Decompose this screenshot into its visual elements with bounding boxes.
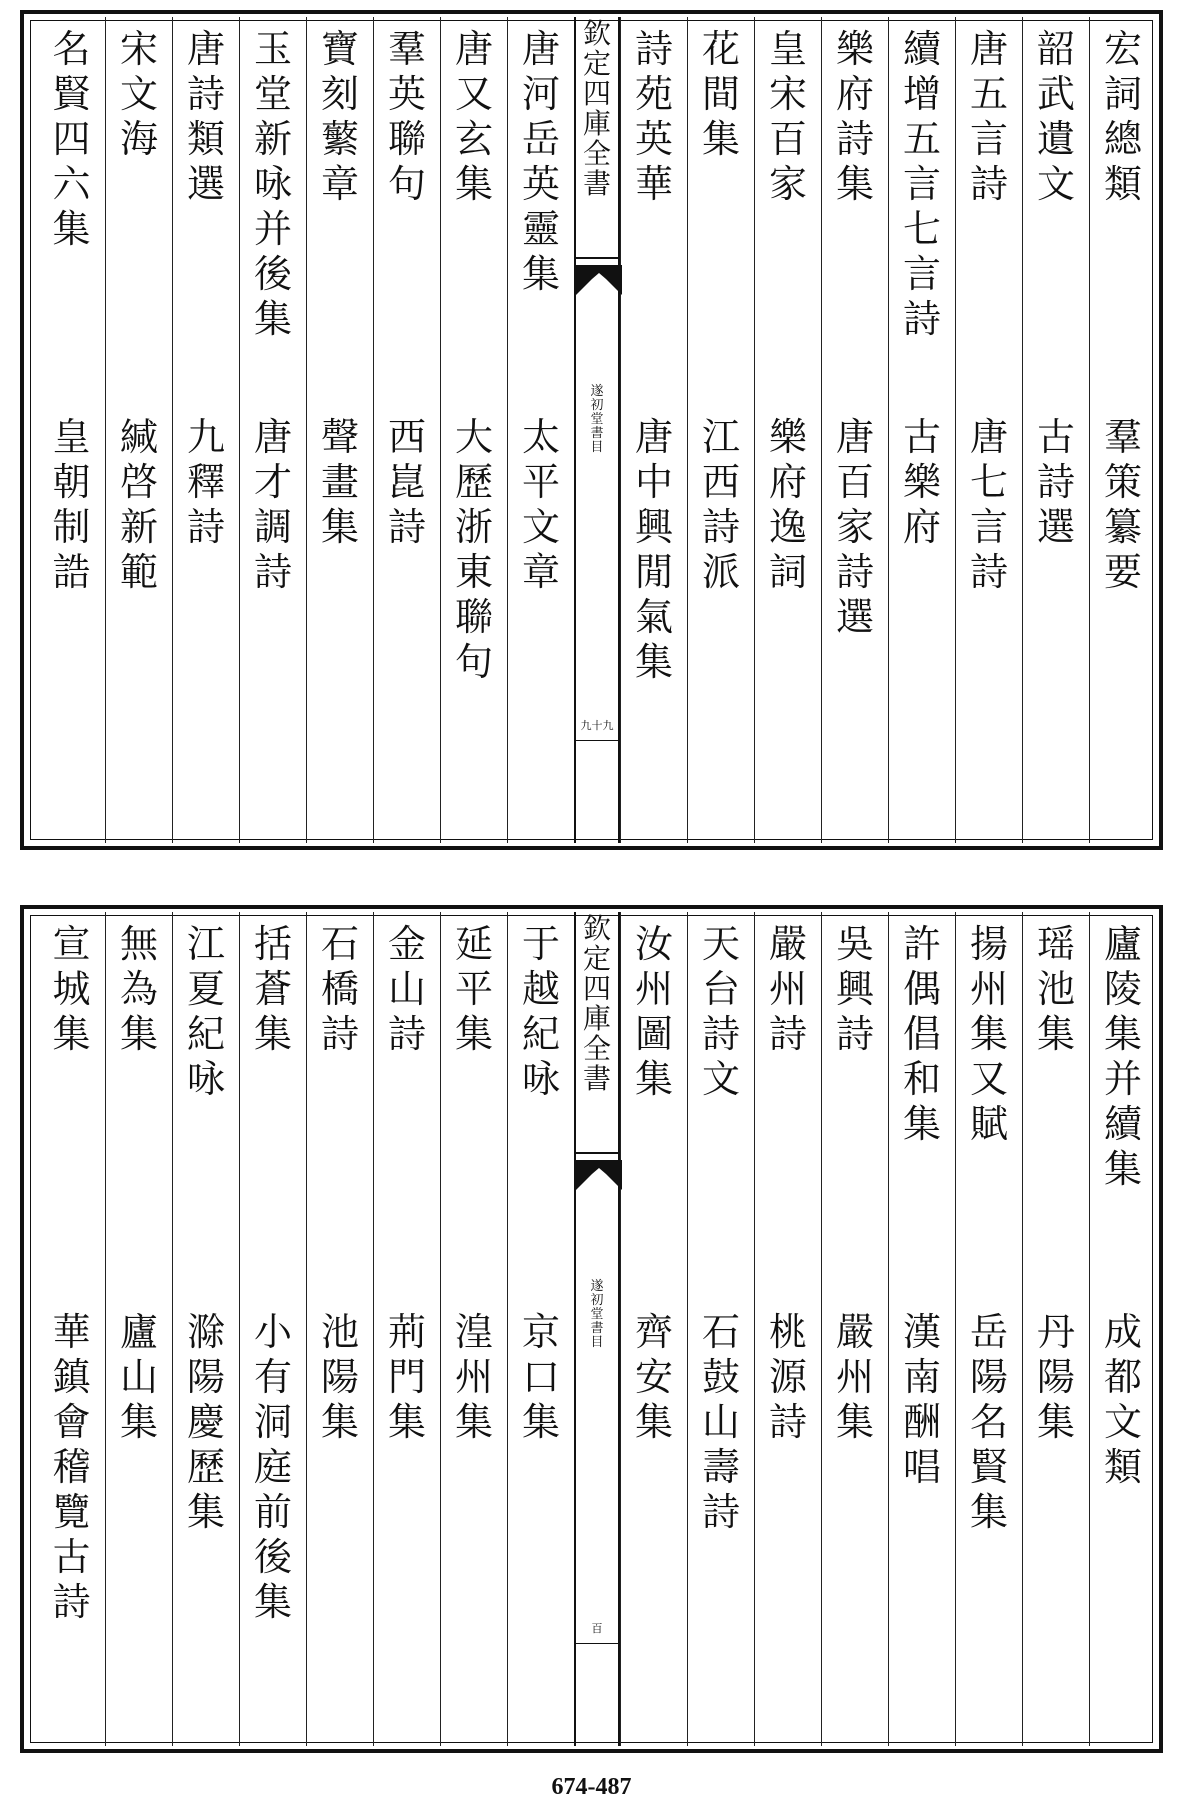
book-title-lower: 羣 策 纂 要 (1103, 415, 1142, 594)
book-title-column (620, 17, 687, 843)
book-title-lower: 齊 安 集 (634, 1310, 673, 1444)
book-title-upper: 瑶 池 集 (1036, 922, 1075, 1056)
book-title-lower: 池 陽 集 (320, 1310, 359, 1444)
book-title-upper: 詩 苑 英 華 (634, 27, 673, 206)
book-title-lower: 古 詩 選 (1036, 415, 1075, 549)
book-title-upper: 無 為 集 (119, 922, 158, 1056)
book-title-lower: 太 平 文 章 (521, 415, 560, 594)
book-title-column (888, 17, 955, 843)
book-title-lower: 西 崑 詩 (387, 415, 426, 549)
book-title-lower: 唐 百 家 詩 選 (835, 415, 874, 639)
book-title-upper: 括 蒼 集 (253, 922, 292, 1056)
book-title-lower: 聲 畫 集 (320, 415, 359, 549)
book-title-column (105, 17, 172, 843)
book-title-upper: 花 間 集 (701, 27, 740, 161)
book-title-upper: 汝 州 圖 集 (634, 922, 673, 1101)
book-title-upper: 唐 河 岳 英 靈 集 (521, 27, 560, 296)
book-title-column (754, 912, 821, 1746)
book-title-column (306, 17, 373, 843)
book-title-column (1022, 912, 1089, 1746)
book-title-upper: 羣 英 聯 句 (387, 27, 426, 206)
book-title-lower: 漢 南 酬 唱 (902, 1310, 941, 1489)
book-title-column (955, 912, 1022, 1746)
book-title-lower: 荊 門 集 (387, 1310, 426, 1444)
book-title-column (821, 912, 888, 1746)
book-title-lower: 九 釋 詩 (186, 415, 225, 549)
book-title-lower: 緘 啓 新 範 (119, 415, 158, 594)
book-title-upper: 許 偶 倡 和 集 (902, 922, 941, 1146)
folio-number: 百 (591, 1622, 603, 1635)
book-title-lower: 廬 山 集 (119, 1310, 158, 1444)
collection-title: 欽 定 四 庫 全 書 (582, 912, 611, 1095)
book-title-lower: 桃 源 詩 (768, 1310, 807, 1444)
book-title-column (687, 912, 754, 1746)
book-title-column (1089, 912, 1156, 1746)
text-columns (27, 17, 1156, 843)
book-title-column (373, 912, 440, 1746)
book-title-lower: 丹 陽 集 (1036, 1310, 1075, 1444)
book-title-upper: 江 夏 紀 咏 (186, 922, 225, 1101)
fish-tail-mark-icon (576, 1160, 622, 1196)
book-title-column (105, 912, 172, 1746)
center-fold-column (574, 912, 620, 1746)
collection-title: 欽 定 四 庫 全 書 (582, 17, 611, 200)
book-title-column (440, 17, 507, 843)
book-title-upper: 揚 州 集 又 賦 (969, 922, 1008, 1146)
book-title-upper: 宏 詞 總 類 (1103, 27, 1142, 206)
center-fold-column (574, 17, 620, 843)
book-title-column (306, 912, 373, 1746)
book-title-upper: 唐 五 言 詩 (969, 27, 1008, 206)
book-title-lower: 湟 州 集 (454, 1310, 493, 1444)
book-title-upper: 于 越 紀 咏 (521, 922, 560, 1101)
page-top (20, 10, 1163, 850)
book-title-upper: 樂 府 詩 集 (835, 27, 874, 206)
book-title-column (888, 912, 955, 1746)
book-title-column (1089, 17, 1156, 843)
catalog-title: 遂 初 堂 書 目 (590, 384, 604, 455)
book-title-lower: 古 樂 府 (902, 415, 941, 549)
book-title-column (507, 912, 574, 1746)
book-title-upper: 寶 刻 蘩 章 (320, 27, 359, 206)
book-title-upper: 名 賢 四 六 集 (52, 27, 91, 251)
book-title-column (687, 17, 754, 843)
book-title-upper: 吳 興 詩 (835, 922, 874, 1056)
book-title-upper: 天 台 詩 文 (701, 922, 740, 1101)
book-title-upper: 石 橋 詩 (320, 922, 359, 1056)
book-title-column (821, 17, 888, 843)
page-number-footer: 674-487 (551, 1774, 632, 1800)
fish-tail-mark-icon (576, 265, 622, 301)
book-title-column (38, 17, 105, 843)
book-title-column (172, 912, 239, 1746)
book-title-upper: 續 增 五 言 七 言 詩 (902, 27, 941, 341)
book-title-upper: 皇 宋 百 家 (768, 27, 807, 206)
book-title-column (955, 17, 1022, 843)
book-title-upper: 唐 詩 類 選 (186, 27, 225, 206)
book-title-column (373, 17, 440, 843)
book-title-column (440, 912, 507, 1746)
book-title-lower: 岳 陽 名 賢 集 (969, 1310, 1008, 1534)
book-title-lower: 唐 才 調 詩 (253, 415, 292, 594)
book-title-upper: 嚴 州 詩 (768, 922, 807, 1056)
book-title-lower: 滁 陽 慶 歷 集 (186, 1310, 225, 1534)
book-title-upper: 延 平 集 (454, 922, 493, 1056)
book-title-upper: 玉 堂 新 咏 并 後 集 (253, 27, 292, 341)
book-title-column (620, 912, 687, 1746)
book-title-upper: 唐 又 玄 集 (454, 27, 493, 206)
catalog-title: 遂 初 堂 書 目 (590, 1279, 604, 1350)
book-title-column (172, 17, 239, 843)
book-title-upper: 廬 陵 集 并 續 集 (1103, 922, 1142, 1191)
book-title-lower: 成 都 文 類 (1103, 1310, 1142, 1489)
book-title-column (239, 912, 306, 1746)
book-title-upper: 金 山 詩 (387, 922, 426, 1056)
book-title-lower: 唐 七 言 詩 (969, 415, 1008, 594)
book-title-upper: 宣 城 集 (52, 922, 91, 1056)
book-title-lower: 華 鎮 會 稽 覽 古 詩 (52, 1310, 91, 1624)
book-title-lower: 石 鼓 山 壽 詩 (701, 1310, 740, 1534)
book-title-column (38, 912, 105, 1746)
book-title-column (507, 17, 574, 843)
book-title-lower: 樂 府 逸 詞 (768, 415, 807, 594)
book-title-lower: 唐 中 興 閒 氣 集 (634, 415, 673, 684)
book-title-upper: 韶 武 遺 文 (1036, 27, 1075, 206)
book-title-lower: 大 歷 浙 東 聯 句 (454, 415, 493, 684)
book-title-column (239, 17, 306, 843)
book-title-lower: 江 西 詩 派 (701, 415, 740, 594)
book-title-lower: 小 有 洞 庭 前 後 集 (253, 1310, 292, 1624)
book-title-lower: 京 口 集 (521, 1310, 560, 1444)
book-title-upper: 宋 文 海 (119, 27, 158, 161)
book-title-column (754, 17, 821, 843)
book-title-lower: 皇 朝 制 誥 (52, 415, 91, 594)
book-title-lower: 嚴 州 集 (835, 1310, 874, 1444)
text-columns (27, 912, 1156, 1746)
book-title-column (1022, 17, 1089, 843)
folio-number: 九十九 (580, 719, 614, 732)
page-bottom (20, 905, 1163, 1753)
